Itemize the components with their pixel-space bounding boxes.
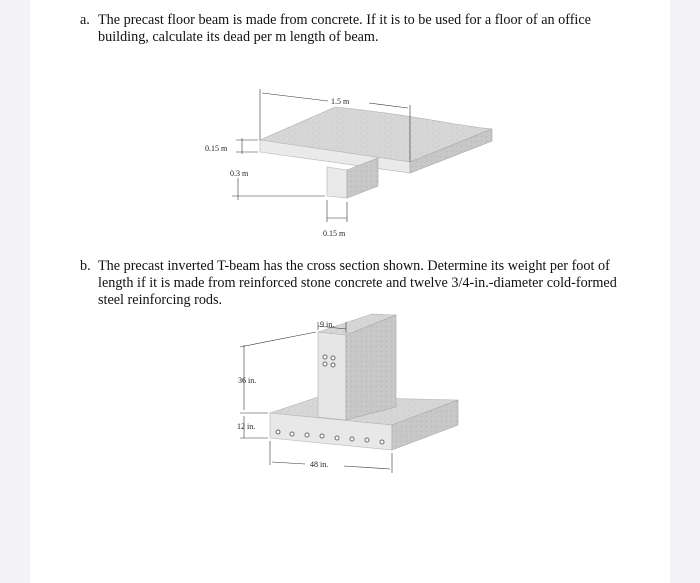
question-a-text: The precast floor beam is made from concrete. If it is to be used for a floor of an office building, calculate its dead per m length of beam. [98,12,591,45]
figure-a-dim-width: 1.5 m [331,97,350,106]
figure-a-web-front [327,167,347,198]
figure-b-dim-base: 48 in. [310,460,329,469]
figure-b-dim-flange: 12 in. [237,422,256,431]
figure-a-dim-web: 0.15 m [323,229,346,238]
question-a-label: a. [80,12,90,28]
question-b-label: b. [80,258,91,274]
figure-b-inverted-t-beam [237,314,458,473]
figure-b-dim-height: 36 in. [238,376,257,385]
figure-b-dim-web: 9 in. [320,320,335,329]
question-b-text: The precast inverted T-beam has the cross section shown. Determine its weight per foot of length if it is made from reinforced stone concrete and twelve 3/4-in.-diameter cold-formed steel reinforcing rods. [98,258,617,308]
figure-a-t-beam [205,89,492,238]
figure-a-dim-flange: 0.15 m [205,144,228,153]
figure-b-web-front [318,332,346,420]
figure-a-dim-depth: 0.3 m [230,169,249,178]
